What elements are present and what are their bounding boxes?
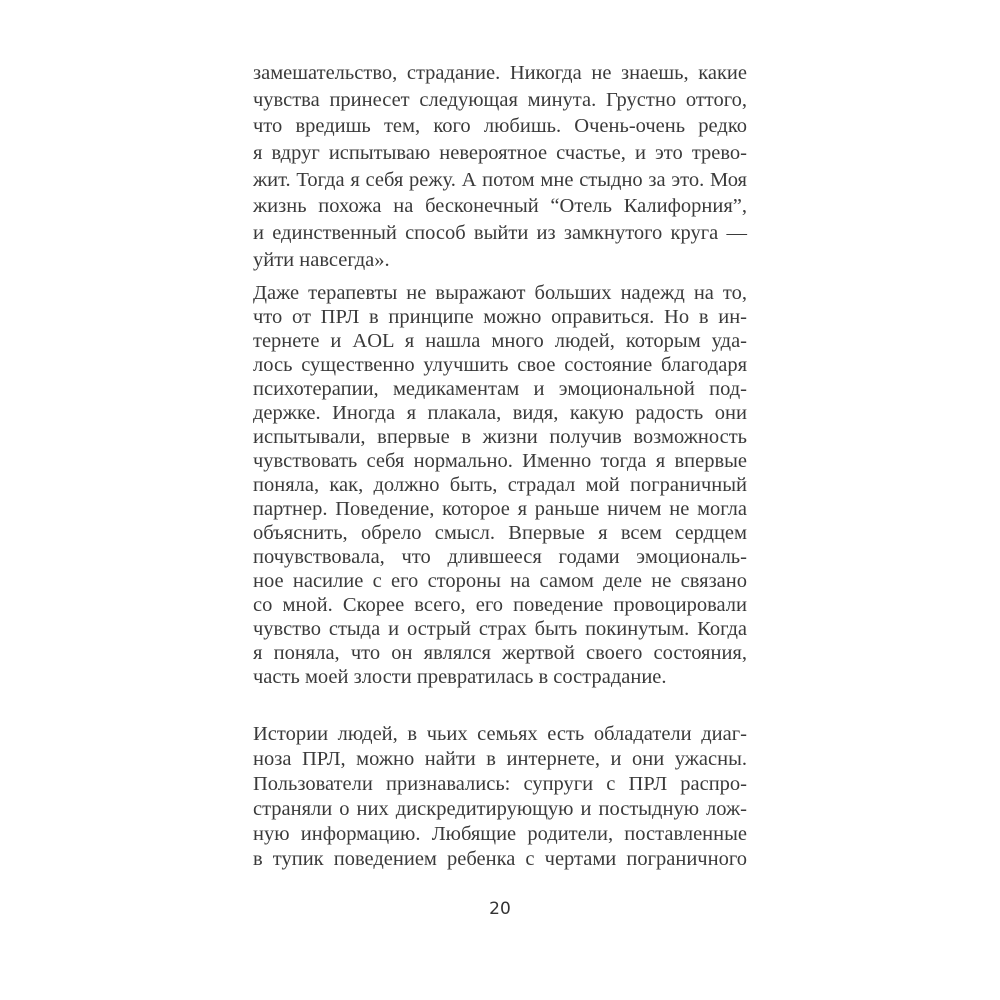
text-line: Даже терапевты не выражают больших надежд на то,	[253, 282, 747, 304]
text-line: уйти навсегда».	[253, 248, 390, 271]
text-line: чувство стыда и острый страх быть покинутым. Когда	[253, 618, 747, 640]
text-line: в тупик поведением ребенка с чертами пограничного	[253, 848, 747, 870]
text-line: чувства принесет следующая минута. Грустно оттого,	[253, 88, 747, 111]
text-line: и единственный способ выйти из замкнутого круга —	[253, 222, 747, 245]
text-line: лось существенно улучшить свое состояние благодаря	[253, 354, 747, 376]
text-line: жизнь похожа на бесконечный “Отель Калифорния”,	[253, 195, 747, 218]
text-line: страняли о них дискредитирующую и постыдную лож-	[253, 798, 747, 820]
paragraph-3	[253, 722, 747, 872]
text-line: Истории людей, в чьих семьях есть обладатели диаг-	[253, 723, 747, 745]
text-line: почувствовала, что длившееся годами эмоциональ-	[253, 546, 747, 568]
paragraph-2	[253, 281, 747, 689]
text-line: держке. Иногда я плакала, видя, какую радость они	[253, 402, 747, 424]
text-line: объяснить, обрело смысл. Впервые я всем сердцем	[253, 522, 747, 544]
text-line: что от ПРЛ в принципе можно оправиться. Но в ин-	[253, 306, 747, 328]
text-line: я вдруг испытываю невероятное счастье, и это трево-	[253, 142, 747, 165]
text-line: поняла, как, должно быть, страдал мой пограничный	[253, 474, 747, 496]
page-number: 20	[489, 899, 511, 919]
text-line: что вредишь тем, кого любишь. Очень-очень редко	[253, 115, 747, 138]
text-line: чувствовать себя нормально. Именно тогда я впервые	[253, 450, 747, 472]
text-line: ноза ПРЛ, можно найти в интернете, и они ужасны.	[253, 748, 747, 770]
text-line: партнер. Поведение, которое я раньше ничем не могла	[253, 498, 747, 520]
text-line: психотерапии, медикаментам и эмоциональной под-	[253, 378, 747, 400]
text-line: Пользователи признавались: супруги с ПРЛ распро-	[253, 773, 747, 795]
text-line: я поняла, что он являлся жертвой своего состояния,	[253, 642, 747, 664]
text-line: ное насилие с его стороны на самом деле не связано	[253, 570, 747, 592]
text-line: часть моей злости превратилась в сострадание.	[253, 666, 667, 688]
text-line: замешательство, страдание. Никогда не знаешь, какие	[253, 62, 747, 84]
paragraph-1	[253, 60, 747, 274]
text-line: со мной. Скорее всего, его поведение провоцировали	[253, 594, 747, 616]
text-line: тернете и AOL я нашла много людей, которым уда-	[253, 330, 747, 352]
text-line: ную информацию. Любящие родители, поставленные	[253, 823, 747, 845]
text-line: испытывали, впервые в жизни получив возможность	[253, 426, 747, 448]
text-line: жит. Тогда я себя режу. А потом мне стыдно за это. Моя	[253, 168, 747, 191]
